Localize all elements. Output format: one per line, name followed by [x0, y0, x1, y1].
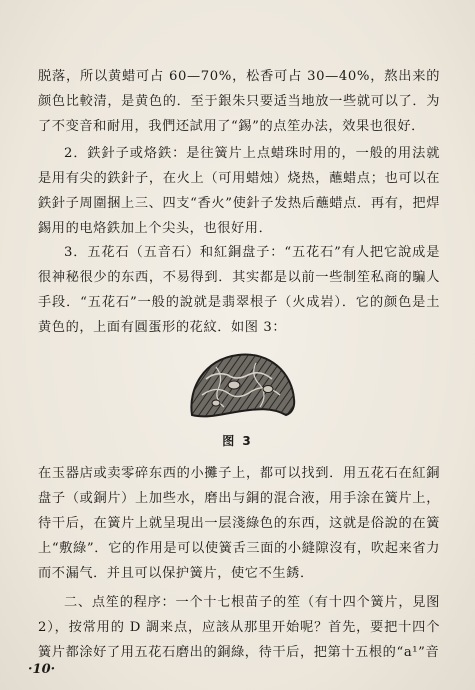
- paragraph-copper-green: 在玉器店或卖零碎东西的小攤子上，都可以找到．用五花石在紅銅盘子（或銅片）上加些水，磨出与銅的混合液，用手涂在簧片上，待干后，在簧片上就呈現出一层淺綠色的东西，这就是俗說的在簧上“敷綠”．它的作用是可以使簧舌三面的小縫隙沒有，吹起来省力而不漏气．并且可以保护簧片，使它不生銹．: [38, 466, 440, 581]
- paragraph-iron-needle: 2．鉄針子或烙鉄：是往簧片上点蜡珠时用的，一般的用法就是用有尖的鉄針子，在火上（可用蜡烛）烧热，蘸蜡点；也可以在鉄針子周圍捆上三、四支“香火”使針子发热后蘸蜡点．再有，把焊錫用的电烙鉄加上个尖头，也很好用．: [38, 146, 440, 236]
- paragraph-five-flower-stone: 3．五花石（五音石）和紅銅盘子：“五花石”有人把它說成是很神秘很少的东西，不易得到．其实都是以前一些制笙私商的騙人手段．“五花石”一般的說就是翡翠根子（火成岩）．它的颜色是土黄色的，上面有圓蛋形的花紋．如图 3：: [38, 245, 440, 335]
- figure-stone-illustration: [186, 349, 298, 421]
- stone-illustration-icon: [186, 349, 298, 421]
- page-number: ·10·: [28, 662, 56, 677]
- paragraph-sheng-procedure: 二、点笙的程序：一个十七根苗子的笙（有十四个簧片，見图2），按常用的 D 調来点，应該从那里开始呢？首先，要把十四个簧片都涂好了用五花石磨出的銅綠，待干后，把第十五根的“a¹”音: [38, 595, 440, 660]
- paragraph-wax-ratio: 脱落，所以黄蜡可占 60—70%，松香可占 30—40%，熬出来的颜色比較清，是黄色的．至于銀朱只要适当地放一些就可以了．为了不变音和耐用，我們还試用了“錫”的点笙办法，效果也很好．: [38, 69, 440, 134]
- figure-caption: 图 3: [222, 434, 253, 448]
